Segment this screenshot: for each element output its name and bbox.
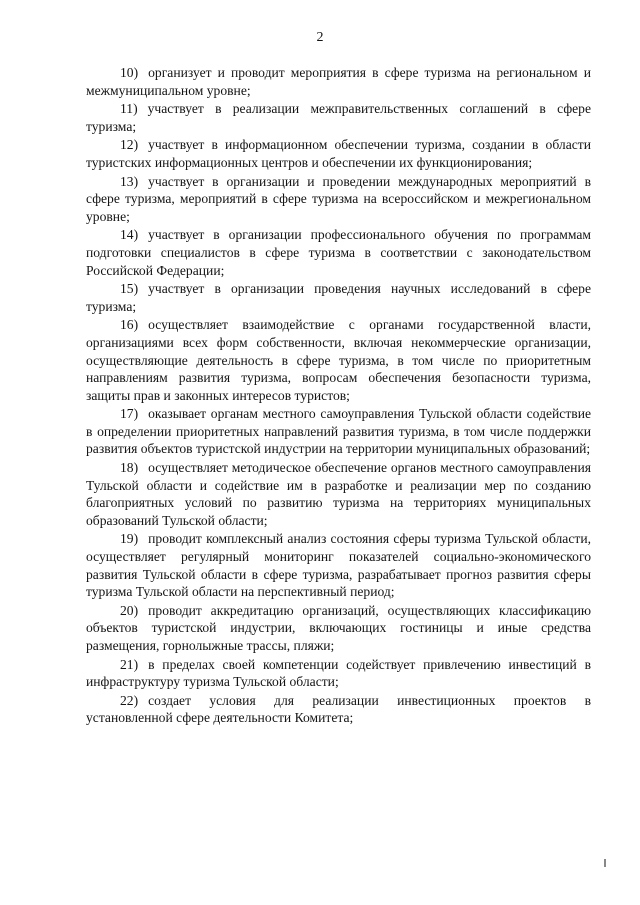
list-item [86,226,591,279]
list-item [86,100,591,135]
item-text: участвует в организации и проведении международных мероприятий в сфере туризма, мероприятий в сфере туризма на всероссийском и межрегиональном уровне; [86,173,591,224]
item-number: 17) [120,406,139,422]
item-text: участвует в организации проведения научных исследований в сфере туризма; [86,281,591,314]
item-text: осуществляет методическое обеспечение органов местного самоуправления Тульской области и содействие им в разработке и реализации мер по созданию благоприятных условий по развитию туризма на территориях муниципальных образований Тульской области; [86,460,591,528]
list-item [86,280,591,315]
item-number: 22) [120,692,139,708]
item-number: 10) [120,65,139,80]
item-number: 18) [120,460,139,476]
item-text: осуществляет взаимодействие с органами государственной власти, организациями всех форм собственности, включая некоммерческие организации, осуществляющие деятельность в сфере туризма, в том числе по приоритетным направлениям развития туризма, вопросам обеспечения безопасности туризма, защиты прав и законных интересов туристов; [86,317,591,403]
document-body [86,64,591,728]
item-number: 11) [120,101,138,117]
item-text: участвует в реализации межправительственных соглашений в сфере туризма; [86,101,591,134]
item-text: оказывает органам местного самоуправления Тульской области содействие в определении приоритетных направлений развития туризма, в том числе поддержки развития объектов туристской индустрии на территории муниципальных образований; [86,406,591,457]
item-text: участвует в информационном обеспечении туризма, создании в области туристских информационных центров и обеспечении их функционирования; [86,137,591,170]
item-text: в пределах своей компетенции содействует привлечению инвестиций в инфраструктуру туризма Тульской области; [86,656,591,690]
item-number: 14) [120,227,139,243]
list-item [86,530,591,600]
scan-mark [604,859,606,867]
item-number: 21) [120,656,139,672]
item-number: 16) [120,317,139,333]
item-number: 15) [120,281,139,297]
item-number: 13) [120,173,139,189]
item-text: организует и проводит мероприятия в сфере туризма на региональном и межмуниципальном уровне; [86,65,591,98]
list-item [86,405,591,458]
list-item [86,136,591,171]
item-text: участвует в организации профессионального обучения по программам подготовки специалистов в сфере туризма в соответствии с законодательством Российской Федерации; [86,227,591,278]
list-item [86,656,591,691]
list-item [86,64,591,99]
list-item [86,173,591,226]
item-text: создает условия для реализации инвестиционных проектов в установленной сфере деятельности Комитета; [86,692,591,726]
item-number: 19) [120,531,139,547]
item-text: проводит аккредитацию организаций, осуществляющих классификацию объектов туристской индустрии, включающих гостиницы и иные средства размещения, горнолыжные трассы, пляжи; [86,602,591,653]
item-text: проводит комплексный анализ состояния сферы туризма Тульской области, осуществляет регулярный мониторинг показателей социально-экономического развития Тульской области в сфере туризма, разрабатывает прогноз развития сферы туризма Тульской области на перспективный период; [86,531,591,600]
list-item [86,602,591,655]
list-item [86,316,591,404]
list-item [86,692,591,727]
page-number: 2 [316,30,324,45]
item-number: 20) [120,602,139,618]
list-item [86,459,591,529]
item-number: 12) [120,137,139,153]
